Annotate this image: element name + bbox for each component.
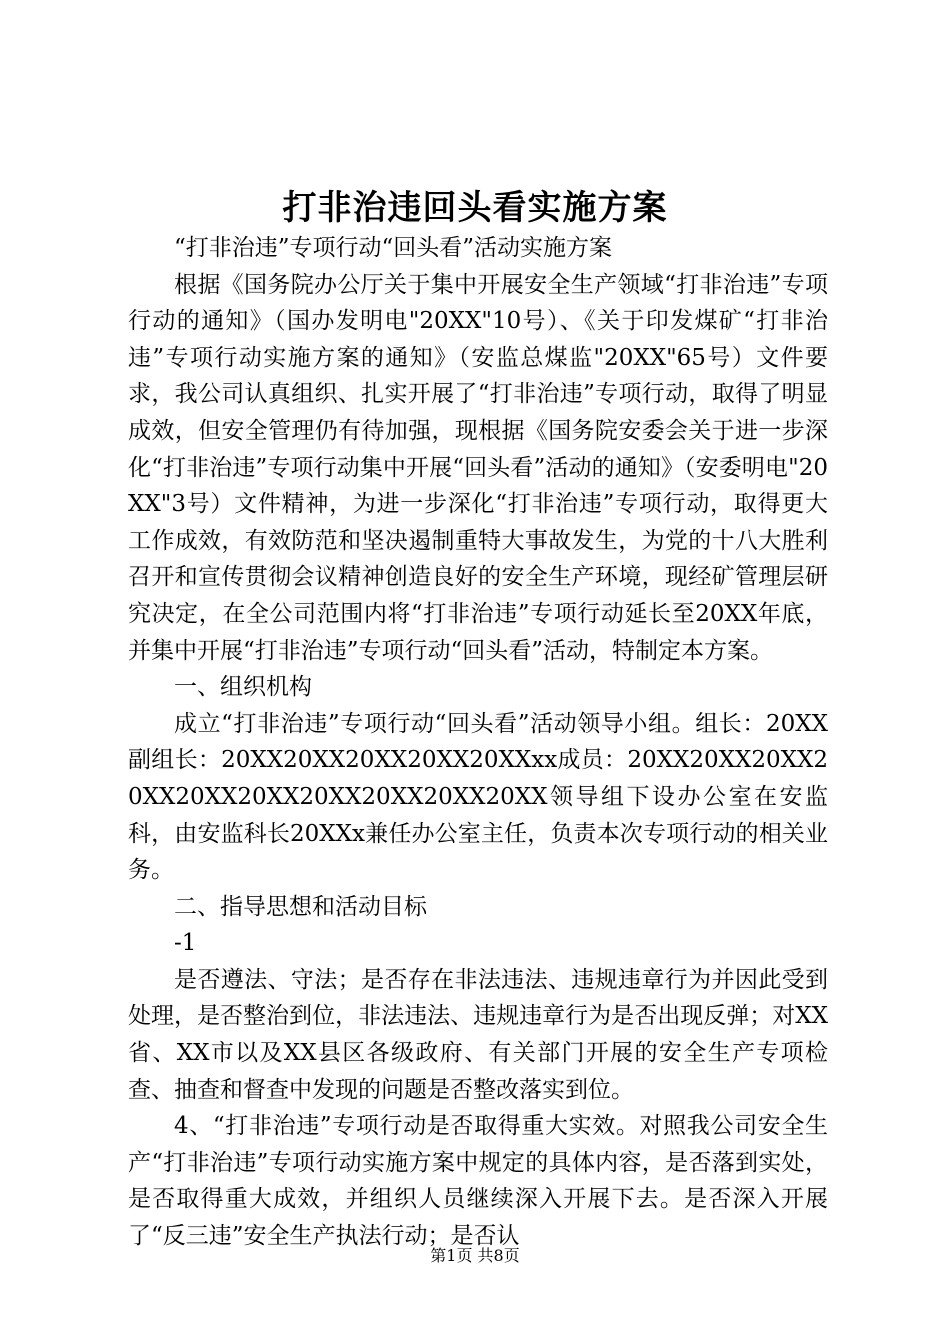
page-footer: 第1页 共8页 [430,1246,520,1265]
item-4-paragraph: 4、“打非治违”专项行动是否取得重大实效。对照我公司安全生产“打非治违”专项行动实施方案中规定的具体内容，是否落到实处，是否取得重大成效，并组织人员继续深入开展下去。是否深入开展了“反三违”安全生产执法行动；是否认 [128,1113,828,1250]
intro-paragraph: 根据《国务院办公厅关于集中开展安全生产领域“打非治违”专项行动的通知》（国办发明电"20XX"10号）、《关于印发煤矿“打非治违”专项行动实施方案的通知》（安监总煤监"20XX"65号）文件要求，我公司认真组织、扎实开展了“打非治违”专项行动，取得了明显成效，但安全管理仍有待加强，现根据《国务院安委会关于进一步深化“打非治违”专项行动集中开展“回头看”活动的通知》（安委明电"20XX"3号）文件精神，为进一步深化“打非治违”专项行动，取得更大工作成效，有效防范和坚决遏制重特大事故发生，为党的十八大胜利召开和宣传贯彻会议精神创造良好的安全生产环境，现经矿管理层研究决定，在全公司范围内将“打非治违”专项行动延长至20XX年底，并集中开展“打非治违”专项行动“回头看”活动，特制定本方案。 [128,271,828,664]
organization-paragraph: 成立“打非治违”专项行动“回头看”活动领导小组。组长：20XX副组长：20XX20XX20XX20XX20XXxx成员：20XX20XX20XX20XX20XX20XX20XX20XX20XX20XX领导组下设办公室在安监科，由安监科长20XXx兼任办公室主任，负责本次专项行动的相关业务。 [128,710,828,884]
document-title: 打非治违回头看实施方案 [282,188,668,228]
section-heading-organization: 一、组织机构 [174,674,312,701]
document-body [128,230,828,1255]
section-heading-guidance: 二、指导思想和活动目标 [174,893,427,920]
fragment-paragraph: -1 [174,930,197,957]
compliance-paragraph: 是否遵法、守法；是否存在非法违法、违规违章行为并因此受到处理，是否整治到位，非法违法、违规违章行为是否出现反弹；对XX省、XX市以及XX县区各级政府、有关部门开展的安全生产专项检查、抽查和督查中发现的问题是否整改落实到位。 [128,966,828,1103]
subtitle-paragraph: “打非治违”专项行动“回头看”活动实施方案 [174,235,613,261]
